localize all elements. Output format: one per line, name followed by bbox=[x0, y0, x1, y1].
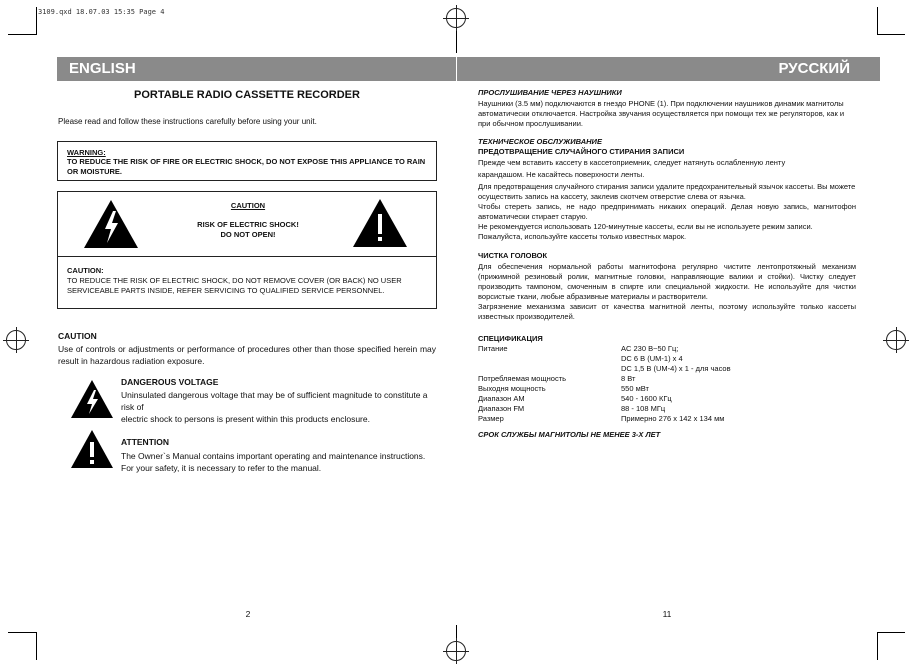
warning-label: WARNING: bbox=[67, 148, 106, 157]
crop-mark bbox=[8, 34, 36, 35]
header-title-russian: РУССКИЙ bbox=[778, 60, 850, 77]
erase-paragraph-1a: Прежде чем вставить кассету в кассетоприемник, следует натянуть ослабленную ленту bbox=[478, 158, 786, 167]
warning-text: TO REDUCE THE RISK OF FIRE OR ELECTRIC SHOCK, DO NOT EXPOSE THIS APPLIANCE TO RAIN OR MOISTURE. bbox=[67, 157, 426, 176]
registration-mark-icon bbox=[446, 8, 466, 28]
crop-mark bbox=[877, 7, 878, 35]
spec-label: Питание bbox=[478, 344, 508, 353]
exclamation-warning-icon bbox=[352, 198, 408, 248]
lightning-warning-icon bbox=[83, 199, 139, 249]
header-bar-english bbox=[57, 57, 456, 81]
spec-value: 8 Вт bbox=[621, 374, 636, 383]
spec-value: 540 - 1600 КГц bbox=[621, 394, 672, 403]
caution-box-text: TO REDUCE THE RISK OF ELECTRIC SHOCK, DO NOT REMOVE COVER (OR BACK) NO USER SERVICEABLE PARTS INSIDE, REFER SERVICING TO QUALIFIED SERVICE PERSONNEL. bbox=[67, 276, 402, 295]
spec-value: 88 - 108 МГц bbox=[621, 404, 666, 413]
erase-paragraph-3: Чтобы стереть запись, не надо предпринимать никаких операций. Делая новую запись, магнитофон автоматически стирает старую. bbox=[478, 202, 856, 221]
page-number-right: 11 bbox=[662, 609, 672, 619]
headphones-text: Наушники (3.5 мм) подключаются в гнездо PHONE (1). При подключении наушников динамик магнитолы автоматически отключается. Настройка звучания осуществляется при помощи тех же регуляторов, как и при обычном прослушивании. bbox=[478, 99, 845, 128]
spec-label: Потребляемая мощность bbox=[478, 374, 567, 383]
caution-box-line2: DO NOT OPEN! bbox=[220, 230, 276, 239]
heads-paragraph-2: Загрязнение механизма зависит от качества магнитной ленты, поэтому используйте только кассеты известных производителей. bbox=[478, 302, 856, 321]
caution-heading: CAUTION bbox=[58, 331, 97, 341]
crop-mark bbox=[877, 632, 905, 633]
registration-mark-icon bbox=[6, 330, 26, 350]
warning-box bbox=[57, 141, 437, 181]
erase-heading: ПРЕДОТВРАЩЕНИЕ СЛУЧАЙНОГО СТИРАНИЯ ЗАПИСИ bbox=[478, 147, 685, 156]
maintenance-heading: ТЕХНИЧЕСКОЕ ОБСЛУЖИВАНИЕ bbox=[478, 137, 602, 146]
exclamation-warning-icon bbox=[70, 429, 114, 469]
erase-paragraph-4: Не рекомендуется использовать 120-минутные кассеты, если вы не используете режим записи. Пожалуйста, используйте кассеты только известных марок. bbox=[478, 222, 813, 241]
caution-box-divider bbox=[58, 256, 436, 257]
caution-box-title: CAUTION bbox=[230, 201, 266, 210]
page-number-left: 2 bbox=[245, 609, 251, 619]
headphones-heading: ПРОСЛУШИВАНИЕ ЧЕРЕЗ НАУШНИКИ bbox=[478, 88, 622, 97]
spec-label: Диапазон АМ bbox=[478, 394, 525, 403]
registration-mark-icon bbox=[446, 641, 466, 661]
caution-box-line1: RISK OF ELECTRIC SHOCK! bbox=[197, 220, 299, 229]
intro-text: Please read and follow these instructions carefully before using your unit. bbox=[58, 117, 317, 126]
spec-heading: СПЕЦИФИКАЦИЯ bbox=[478, 334, 543, 343]
print-slug: 3109.qxd 18.07.03 15:35 Page 4 bbox=[38, 8, 165, 16]
header-bar-russian bbox=[457, 57, 880, 81]
header-title-english: ENGLISH bbox=[69, 60, 136, 77]
lifetime-note: СРОК СЛУЖБЫ МАГНИТОЛЫ НЕ МЕНЕЕ 3-Х ЛЕТ bbox=[478, 430, 661, 439]
spec-label: Диапазон FM bbox=[478, 404, 525, 413]
spec-table bbox=[478, 344, 878, 428]
crop-mark bbox=[877, 34, 905, 35]
dangerous-voltage-text1: Uninsulated dangerous voltage that may be of sufficient magnitude to constitute a risk of bbox=[121, 390, 428, 412]
caution-box-label: CAUTION: bbox=[67, 266, 104, 275]
registration-mark-icon bbox=[886, 330, 906, 350]
lightning-warning-icon bbox=[70, 379, 114, 419]
heads-heading: ЧИСТКА ГОЛОВОК bbox=[478, 251, 548, 260]
doc-title: PORTABLE RADIO CASSETTE RECORDER bbox=[134, 89, 360, 101]
spec-label: Выходня мощность bbox=[478, 384, 546, 393]
spec-value: 550 мВт bbox=[621, 384, 649, 393]
dangerous-voltage-text2: electric shock to persons is present within this products enclosure. bbox=[121, 414, 370, 424]
spec-value: Примерно 276 х 142 х 134 мм bbox=[621, 414, 725, 423]
crop-mark bbox=[877, 632, 878, 660]
heads-paragraph-1: Для обеспечения нормальной работы магнитофона регулярно чистите лентопротяжный механизм (прижимной резиновый ролик, магнитные головки, направляющие валики и стойки). Чистку следует производить тампоном, смоченным в спирте или специальной жидкости. Не используйте для чистки ворсистые ткани, любые абразивные материалы и растворители. bbox=[478, 262, 856, 301]
erase-paragraph-2: Для предотвращения случайного стирания записи удалите предохранительный язычок кассеты. Вы можете осуществить запись на кассету, заклеив скотчем отверстие слева от язычка. bbox=[478, 182, 856, 201]
caution-box bbox=[57, 191, 437, 309]
spec-label: Размер bbox=[478, 414, 504, 423]
dangerous-voltage-heading: DANGEROUS VOLTAGE bbox=[121, 377, 219, 387]
spec-value: AC 230 В~50 Гц; bbox=[621, 344, 679, 353]
crop-mark bbox=[8, 632, 36, 633]
attention-text: The Owner`s Manual contains important operating and maintenance instructions. For your safety, it is necessary to refer to the manual. bbox=[121, 451, 426, 473]
spec-value: DC 1,5 В (UM-4) х 1 - для часов bbox=[621, 364, 731, 373]
caution-text: Use of controls or adjustments or performance of procedures other than those specified herein may result in hazardous radiation exposure. bbox=[58, 344, 436, 366]
crop-mark bbox=[36, 632, 37, 660]
spec-value: DC 6 В (UM-1) х 4 bbox=[621, 354, 683, 363]
attention-heading: ATTENTION bbox=[121, 437, 170, 447]
erase-paragraph-1b: карандашом. Не касайтесь поверхности ленты. bbox=[478, 170, 645, 179]
crop-mark bbox=[36, 7, 37, 35]
